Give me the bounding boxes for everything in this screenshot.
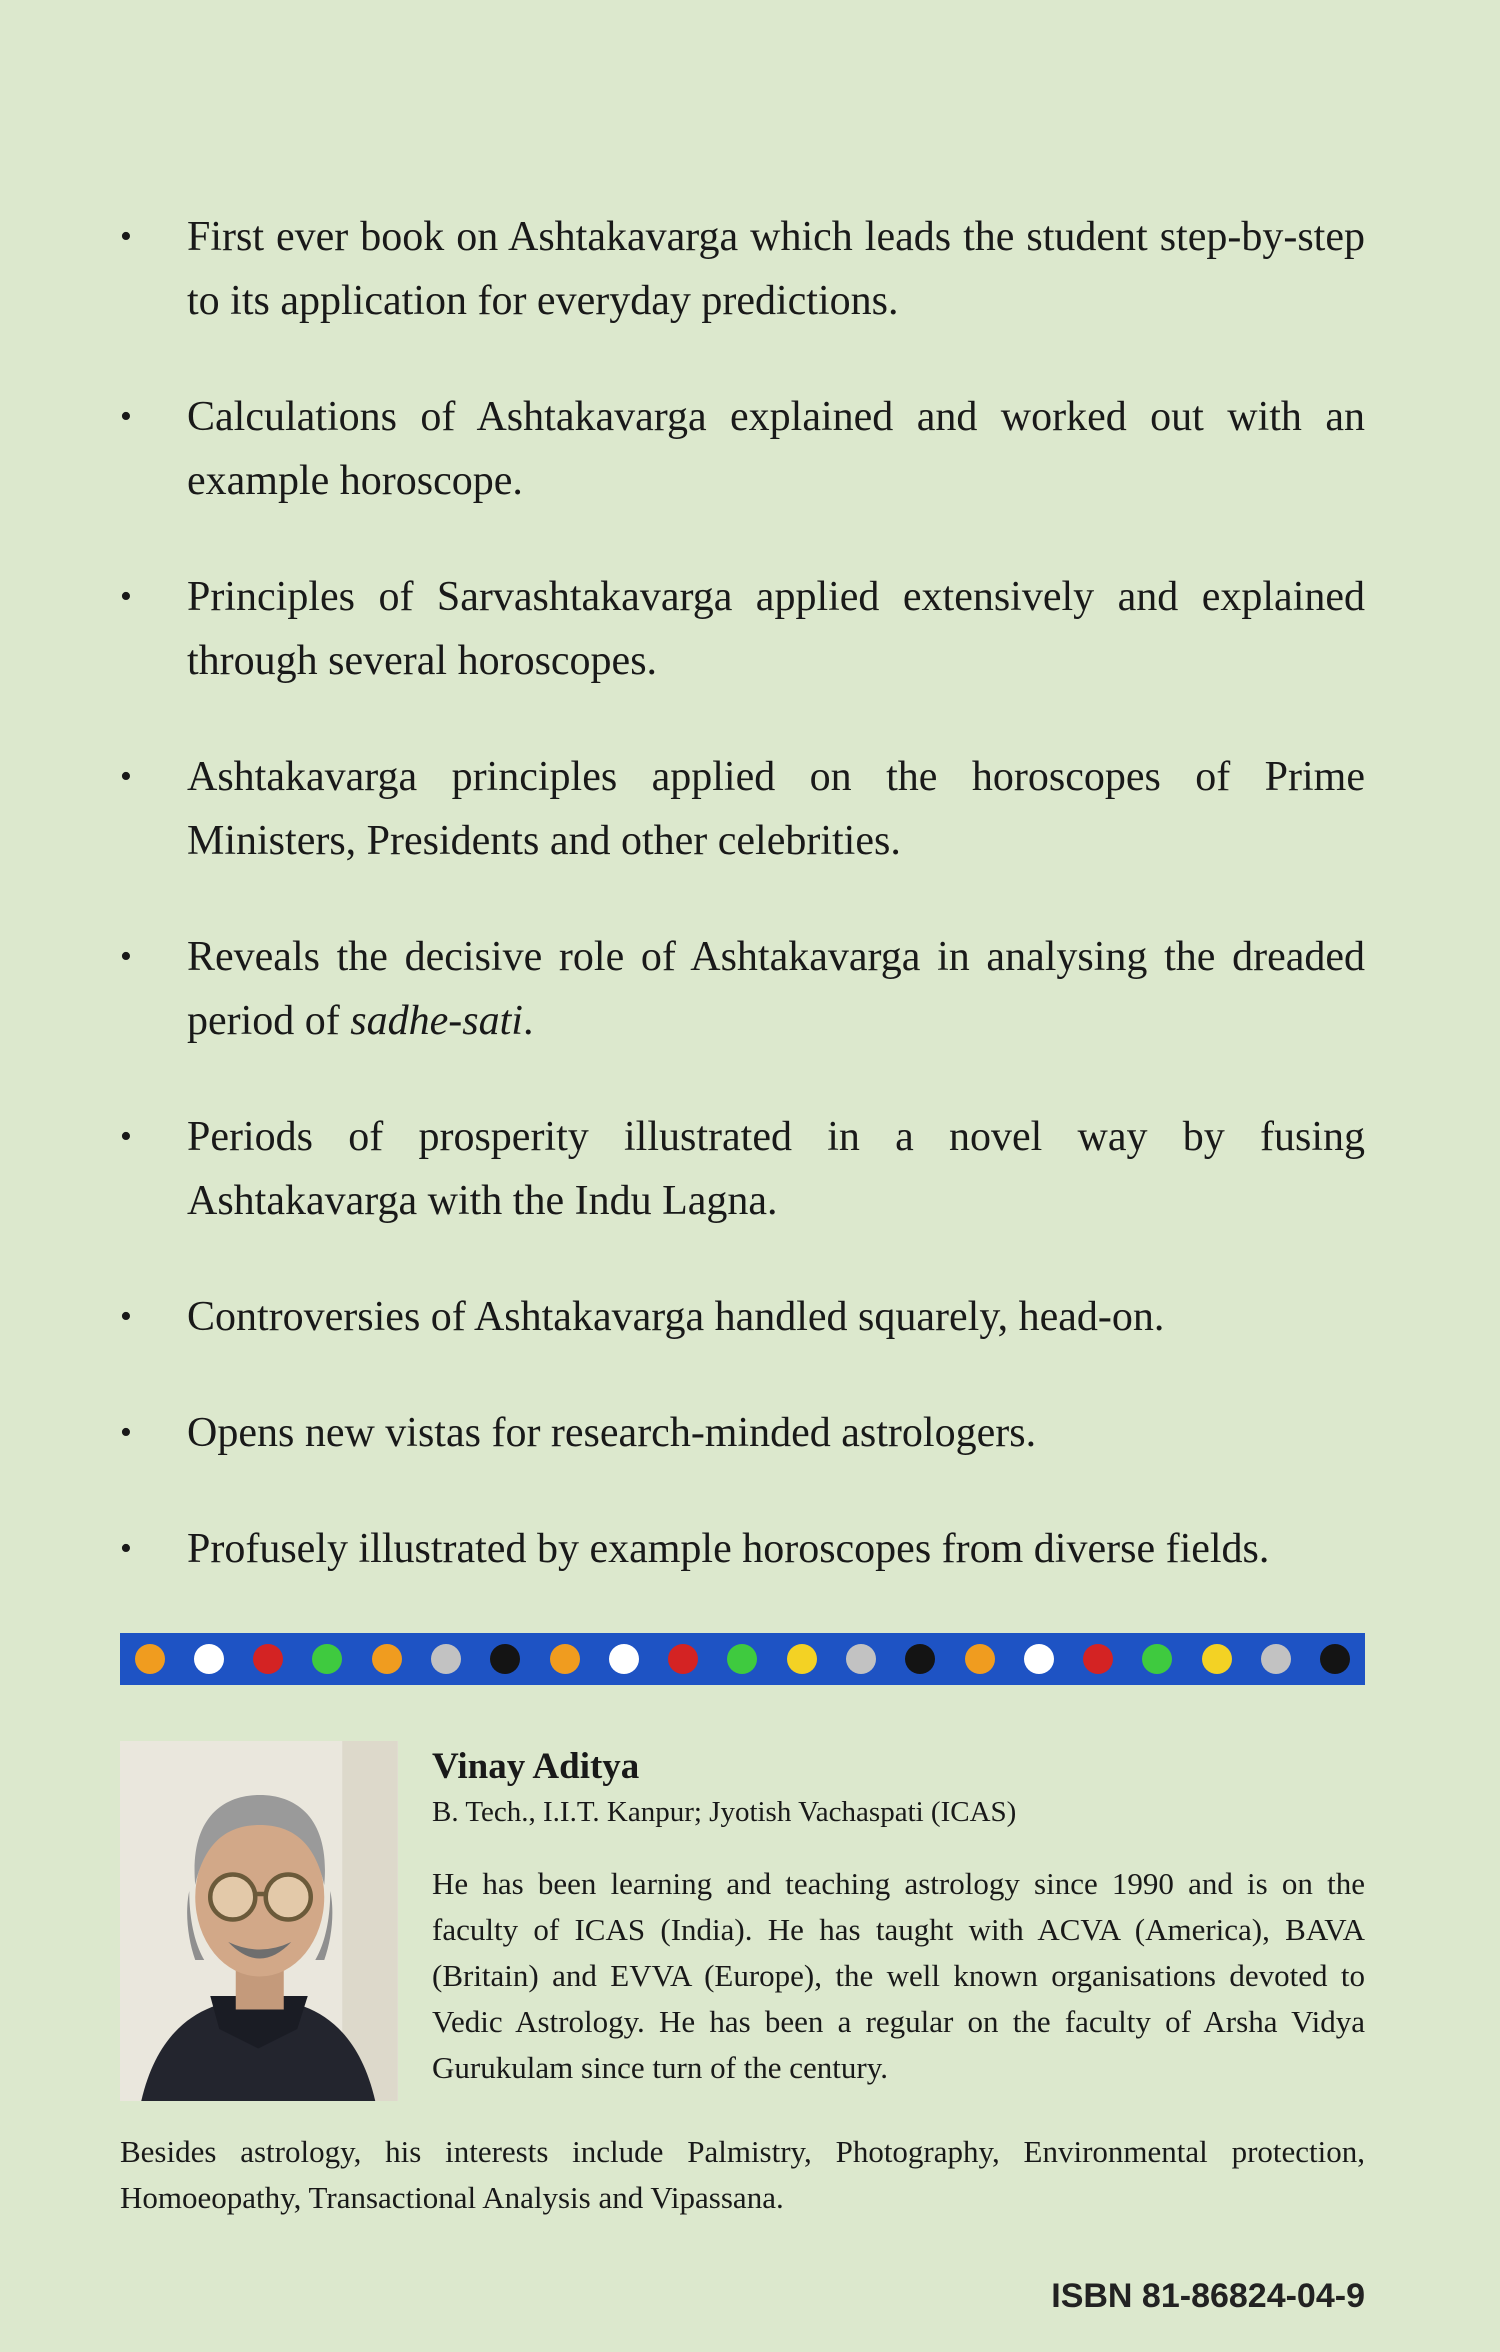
color-dot [1202,1644,1232,1674]
bullet-text: Periods of prosperity illustrated in a novel way by fusing Ashtakavarga with the Indu Lagna. [187,1114,1365,1224]
color-dot [965,1644,995,1674]
color-dot [905,1644,935,1674]
color-dot [727,1644,757,1674]
color-dot [1024,1644,1054,1674]
bullet-marker: • [120,578,132,615]
author-name: Vinay Aditya [432,1746,640,1787]
bullet-text: Profusely illustrated by example horoscopes from diverse fields. [187,1526,1270,1572]
bullet-item [120,205,1365,333]
bullet-marker: • [120,938,132,975]
bullet-list [120,205,1365,1581]
isbn-text: ISBN 81-86824-04-9 [1051,2277,1365,2315]
bullet-item [120,1105,1365,1233]
bullet-marker: • [120,758,132,795]
bullet-item [120,745,1365,873]
bullet-marker: • [120,1530,132,1567]
bullet-text: Reveals the decisive role of Ashtakavarga in analysing the dreaded period of sadhe-sati. [187,934,1365,1044]
bullet-text: Ashtakavarga principles applied on the horoscopes of Prime Ministers, Presidents and other celebrities. [187,754,1365,864]
author-details [432,1741,1365,2101]
bullet-marker: • [120,218,132,255]
color-dot [194,1644,224,1674]
color-dot [550,1644,580,1674]
color-dot [668,1644,698,1674]
bullet-item [120,1285,1365,1349]
bullet-marker: • [120,1298,132,1335]
bullet-text: First ever book on Ashtakavarga which leads the student step-by-step to its application for everyday predictions. [187,214,1365,324]
author-credentials: B. Tech., I.I.T. Kanpur; Jyotish Vachaspati (ICAS) [432,1796,1017,1828]
bullet-item [120,565,1365,693]
bullet-marker: • [120,1414,132,1451]
color-dot [312,1644,342,1674]
author-interests: Besides astrology, his interests include Palmistry, Photography, Environmental protection, Homoeopathy, Transactional Analysis and Vipassana. [120,2134,1365,2215]
color-dot [609,1644,639,1674]
color-dot [431,1644,461,1674]
color-dot [490,1644,520,1674]
color-dot [253,1644,283,1674]
color-dot [1083,1644,1113,1674]
dot-band [120,1633,1365,1685]
bullet-text: Controversies of Ashtakavarga handled squarely, head-on. [187,1294,1165,1340]
author-section [120,1741,1365,2101]
bullet-marker: • [120,1118,132,1155]
color-dot [1142,1644,1172,1674]
color-dot [372,1644,402,1674]
bullet-item [120,1401,1365,1465]
bullet-marker: • [120,398,132,435]
color-dot [135,1644,165,1674]
color-dot [787,1644,817,1674]
bullet-text: Calculations of Ashtakavarga explained and worked out with an example horoscope. [187,394,1365,504]
bullet-item [120,1517,1365,1581]
color-dot [1261,1644,1291,1674]
bullet-item [120,385,1365,513]
bullet-text: Opens new vistas for research-minded astrologers. [187,1410,1037,1456]
author-photo [120,1741,398,2101]
bullet-item [120,925,1365,1053]
author-portrait-illustration [120,1741,398,2101]
bullet-text: Principles of Sarvashtakavarga applied extensively and explained through several horoscopes. [187,574,1365,684]
color-dot [846,1644,876,1674]
author-bio: He has been learning and teaching astrology since 1990 and is on the faculty of ICAS (India). He has taught with ACVA (America), BAVA (Britain) and EVVA (Europe), the well known organisations devoted to Vedic Astrology. He has been a regular on the faculty of Arsha Vidya Gurukulam since turn of the century. [432,1866,1365,2085]
color-dot [1320,1644,1350,1674]
